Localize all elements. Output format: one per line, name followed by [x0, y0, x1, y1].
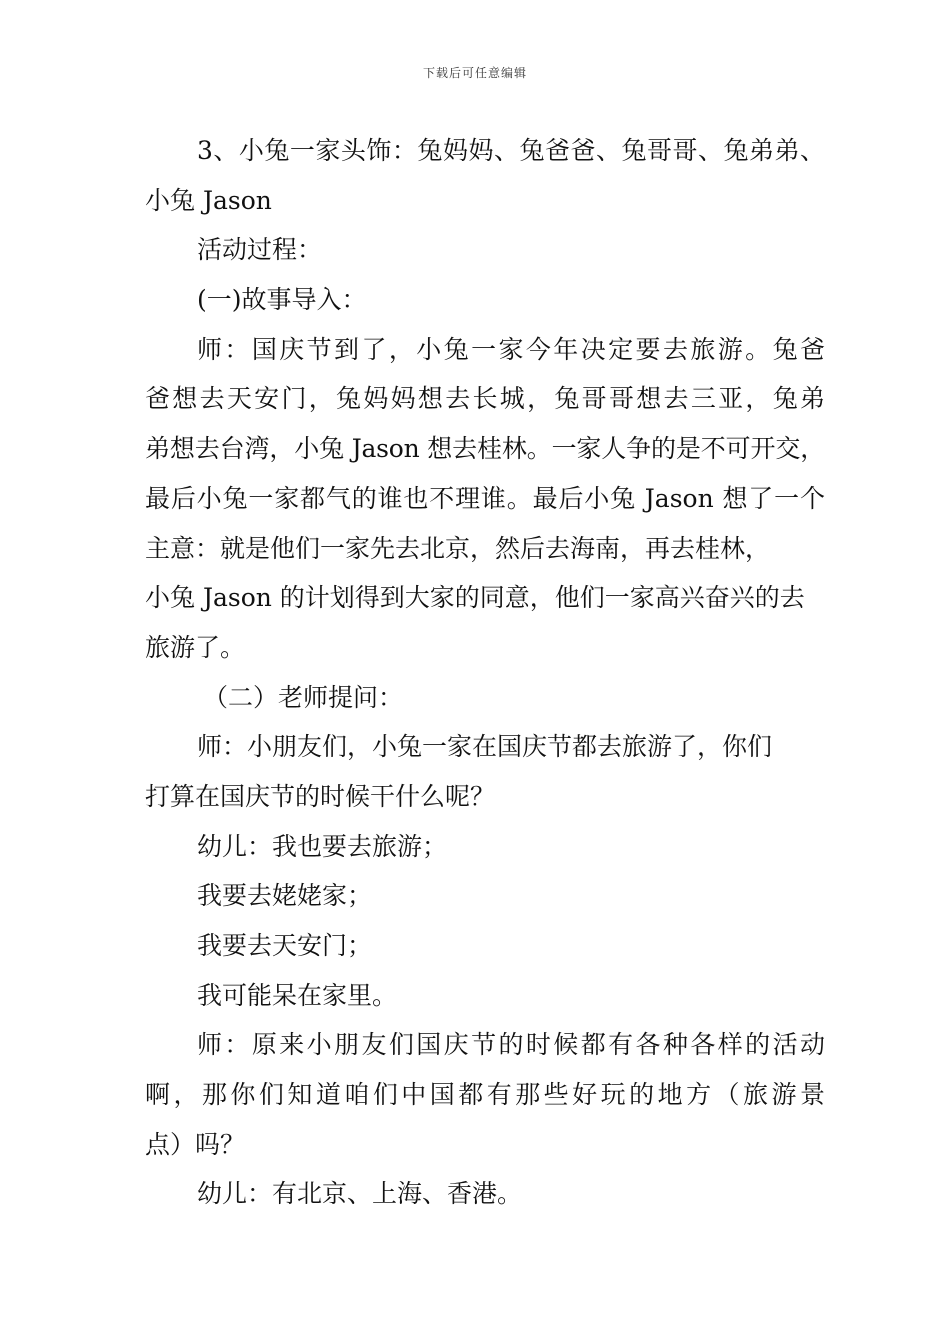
paragraph-line: 幼儿：我也要去旅游； [197, 831, 448, 861]
paragraph-line: 我可能呆在家里。 [197, 980, 398, 1010]
paragraph-line: 小兔 Jason 的计划得到大家的同意，他们一家高兴奋兴的去 [145, 583, 805, 613]
paragraph-line: 3、小兔一家头饰：兔妈妈、兔爸爸、兔哥哥、兔弟弟、 [197, 136, 825, 165]
paragraph-line: 爸想去天安门，兔妈妈想去长城，兔哥哥想去三亚，兔弟 [145, 384, 825, 414]
paragraph-line: 师：国庆节到了，小兔一家今年决定要去旅游。兔爸 [197, 334, 825, 364]
section-heading: （二）老师提问： [203, 682, 404, 712]
paragraph-line: 弟想去台湾，小兔 Jason 想去桂林。一家人争的是不可开交， [145, 434, 825, 464]
paragraph-line: 我要去姥姥家； [197, 881, 373, 911]
section-heading: (一)故事导入： [197, 285, 367, 315]
paragraph-line: 主意：就是他们一家先去北京，然后去海南，再去桂林， [145, 533, 771, 563]
paragraph-line: 小兔 Jason [145, 185, 272, 215]
page-header: 下载后可任意编辑 [422, 66, 527, 80]
document-body [145, 126, 825, 1219]
paragraph-line: 啊，那你们知道咱们中国都有那些好玩的地方（旅游景 [145, 1080, 825, 1110]
paragraph-line: 师：小朋友们，小兔一家在国庆节都去旅游了，你们 [197, 732, 773, 762]
paragraph-line: 最后小兔一家都气的谁也不理谁。最后小兔 Jason 想了一个 [145, 483, 825, 513]
paragraph-line: 点）吗？ [145, 1129, 246, 1159]
paragraph-line: 打算在国庆节的时候干什么呢？ [145, 781, 496, 811]
paragraph-line: 我要去天安门； [197, 931, 373, 960]
paragraph-line: 师：原来小朋友们国庆节的时候都有各种各样的活动 [197, 1030, 825, 1060]
paragraph-line: 旅游了。 [145, 632, 246, 662]
section-heading: 活动过程： [197, 235, 323, 265]
paragraph-line: 幼儿：有北京、上海、香港。 [197, 1179, 523, 1209]
